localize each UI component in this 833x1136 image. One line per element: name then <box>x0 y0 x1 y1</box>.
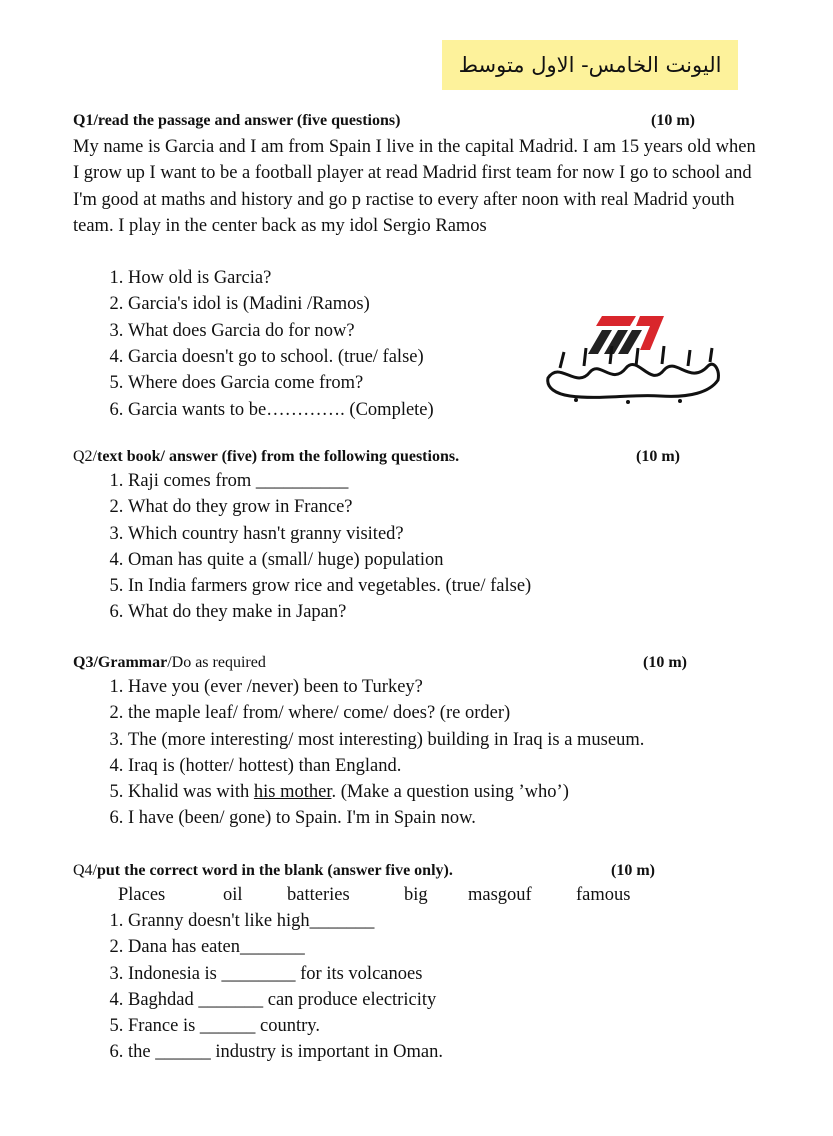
q3-marks: (10 m) <box>643 654 687 671</box>
list-item: 6. the ______ industry is important in Oman. <box>128 1039 763 1065</box>
logo-mark-icon <box>540 308 725 408</box>
q3-item5-pre: Khalid was with <box>128 782 254 803</box>
word-bank-item: masgouf <box>468 885 532 905</box>
q2-section <box>73 446 763 626</box>
header-title: اليونت الخامس- الاول متوسط <box>458 53 722 77</box>
word-bank <box>73 882 763 908</box>
q1-label: Q1/ <box>73 112 98 129</box>
q1-heading <box>73 110 763 132</box>
q3-item5-underlined: his mother <box>253 782 332 803</box>
author-logo <box>540 308 725 408</box>
list-item: 6. Garcia wants to be…………. (Complete) <box>128 397 763 423</box>
list-item: 5. France is ______ country. <box>128 1013 763 1039</box>
q2-marks: (10 m) <box>636 448 680 465</box>
q1-passage: My name is Garcia and I am from Spain I live in the capital Madrid. I am 15 years old when I grow up I want to be a football player at read Madrid first team for now I go to school and I'm good at maths and history and go p ractise to every after noon with real Madrid youth team. I play in the center back as my idol Sergio Ramos <box>73 137 756 236</box>
list-item: 2. the maple leaf/ from/ where/ come/ does? (re order) <box>128 700 763 726</box>
word-bank-item: batteries <box>287 885 350 905</box>
word-bank-item: Places <box>118 885 166 905</box>
list-item: 2. Dana has eaten_______ <box>128 934 763 960</box>
q3-title: /Do as required <box>167 654 266 671</box>
word-bank-item: oil <box>223 885 243 905</box>
q3-label: Q3/Grammar <box>73 654 168 671</box>
q2-title: text book/ answer (five) from the following questions. <box>97 448 460 465</box>
q3-heading <box>73 652 763 674</box>
list-item: 1. Raji comes from __________ <box>128 468 763 494</box>
q4-marks: (10 m) <box>611 862 655 879</box>
word-bank-item: big <box>404 885 428 905</box>
q2-label: Q2/ <box>73 448 97 465</box>
list-item: 4. Iraq is (hotter/ hottest) than England. <box>128 753 763 779</box>
list-item: 4. Oman has quite a (small/ huge) population <box>128 547 763 573</box>
list-item: 4. Baghdad _______ can produce electricity <box>128 987 763 1013</box>
list-item: 6. I have (been/ gone) to Spain. I'm in Spain now. <box>128 805 763 831</box>
q4-question-list <box>73 908 763 1066</box>
list-item: 3. What does Garcia do for now? <box>128 318 763 344</box>
q4-section <box>73 860 763 1066</box>
list-item: 5. In India farmers grow rice and vegetables. (true/ false) <box>128 573 763 599</box>
q3-item5-post: . (Make a question using ’who’) <box>331 782 569 803</box>
header-title-box <box>442 40 738 90</box>
list-item: 2. Garcia's idol is (Madini /Ramos) <box>128 291 763 317</box>
q3-section <box>73 652 763 832</box>
list-item: 2. What do they grow in France? <box>128 494 763 520</box>
list-item: 3. The (more interesting/ most interesting) building in Iraq is a museum. <box>128 727 763 753</box>
word-bank-item: famous <box>576 885 631 905</box>
q1-title: read the passage and answer (five questions) <box>97 112 401 129</box>
list-item: 1. How old is Garcia? <box>128 265 763 291</box>
list-item: 4. Garcia doesn't go to school. (true/ false) <box>128 344 763 370</box>
q3-question-list <box>73 674 763 832</box>
list-item: 3. Which country hasn't granny visited? <box>128 521 763 547</box>
q4-title: put the correct word in the blank (answer five only). <box>97 862 453 879</box>
list-item: 5. Where does Garcia come from? <box>128 370 763 396</box>
q1-marks: (10 m) <box>651 112 695 129</box>
q4-label: Q4/ <box>73 862 97 879</box>
list-item: 1. Granny doesn't like high_______ <box>128 908 763 934</box>
q2-heading <box>73 446 763 468</box>
list-item: 1. Have you (ever /never) been to Turkey? <box>128 674 763 700</box>
q2-question-list <box>73 468 763 626</box>
q4-heading <box>73 860 763 882</box>
list-item: 3. Indonesia is ________ for its volcanoes <box>128 961 763 987</box>
list-item: 6. What do they make in Japan? <box>128 599 763 625</box>
list-item <box>128 779 763 805</box>
